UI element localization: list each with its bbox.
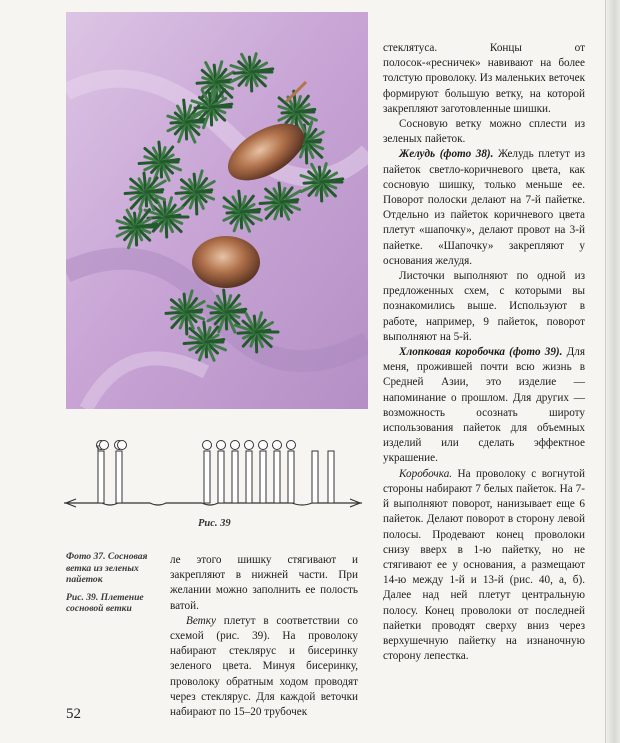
- paragraph: [383, 41, 585, 117]
- middle-column: [170, 553, 358, 720]
- paragraph: [170, 553, 358, 614]
- right-column: [383, 41, 585, 664]
- weaving-diagram: [62, 433, 367, 513]
- paragraph: [383, 467, 585, 665]
- paragraph: [383, 147, 585, 269]
- paragraph: [383, 345, 585, 467]
- caption-fig-39: Рис. 39. Плетение сосновой ветки: [66, 591, 144, 615]
- paragraph-text: ле этого шишку стягивают и закрепляют в нижней части. При желании можно заполнить ее полость ватой.: [170, 554, 358, 612]
- photo-pine-branch: [66, 12, 368, 409]
- paragraph-text: плетут в соответствии со схемой (рис. 39). На проволоку набирают стеклярус и бисеринку зеленого цвета. Минуя бисеринку, проволоку обратным ходом проводят через стеклярус. Для каждой веточки набирают по 15–20 трубочек: [170, 614, 358, 719]
- paragraph-lead: Хлопковая коробочка (фото 39).: [399, 346, 563, 359]
- paragraph-lead: Коробочка.: [399, 467, 453, 480]
- paragraph-text: Листочки выполняют по одной из предложенных схем, с которыми вы познакомились выше. Используют в работе, например, 9 пайеток, поворот выполняют на 5-й.: [383, 270, 585, 343]
- paragraph-text: Сосновую ветку можно сплести из зеленых пайеток.: [383, 118, 585, 146]
- paragraph-text: Желудь плетут из пайеток светло-коричневого цвета, как сосновую шишку, только меньше ее. Поворот полоски делают на 7-й пайетке. Отдельно из пайеток коричневого цвета плетут «шапочку», делают провот на 3-й пайетке. «Шапочку» закрепляют у основания желудя.: [383, 148, 585, 267]
- paragraph-text: стеклятуса. Концы от полосок-«ресничек» навивают на более толстую проволоку. Из маленьких веточек формируют большую ветку, на которой закрепляют заготовленные шишки.: [383, 42, 585, 115]
- paragraph: [383, 117, 585, 147]
- page-number: 52: [66, 706, 81, 722]
- paragraph-text: Для меня, прожившей почти всю жизнь в Средней Азии, это изделие — напоминание о прошлом. Для других — возможность осознать широту использования пайеток для объемных изделий или сделать эффектное украшение.: [383, 346, 585, 465]
- paragraph: [170, 614, 358, 720]
- paragraph: [383, 269, 585, 345]
- paragraph-lead: Желудь (фото 38).: [399, 148, 494, 161]
- page-edge: [605, 0, 620, 743]
- figure-label: Рис. 39: [198, 518, 231, 529]
- captions: [66, 551, 156, 621]
- caption-photo-37: Фото 37. Сосновая ветка из зеленых пайеток: [66, 551, 148, 586]
- paragraph-text: На проволоку с вогнутой стороны набирают 7 белых пайеток. На 7-й выполняют поворот, нанизывает еще 6 пайеток. Делают поворот в сторону левой полосы. Продевают конец проволоки снизу вверх в 1-ю пайетку, но не стягивают ее у основания, а размещают 14-ю между 1-й и 13-й (рис. 40, а, б). Далее над ней плетут центральную полосу. Конец проволоки от последней пайетки проводят сверху вниз через верхушечную пайетку на изнаночную сторону лепестка.: [383, 467, 585, 663]
- paragraph-lead: Ветку: [186, 614, 216, 627]
